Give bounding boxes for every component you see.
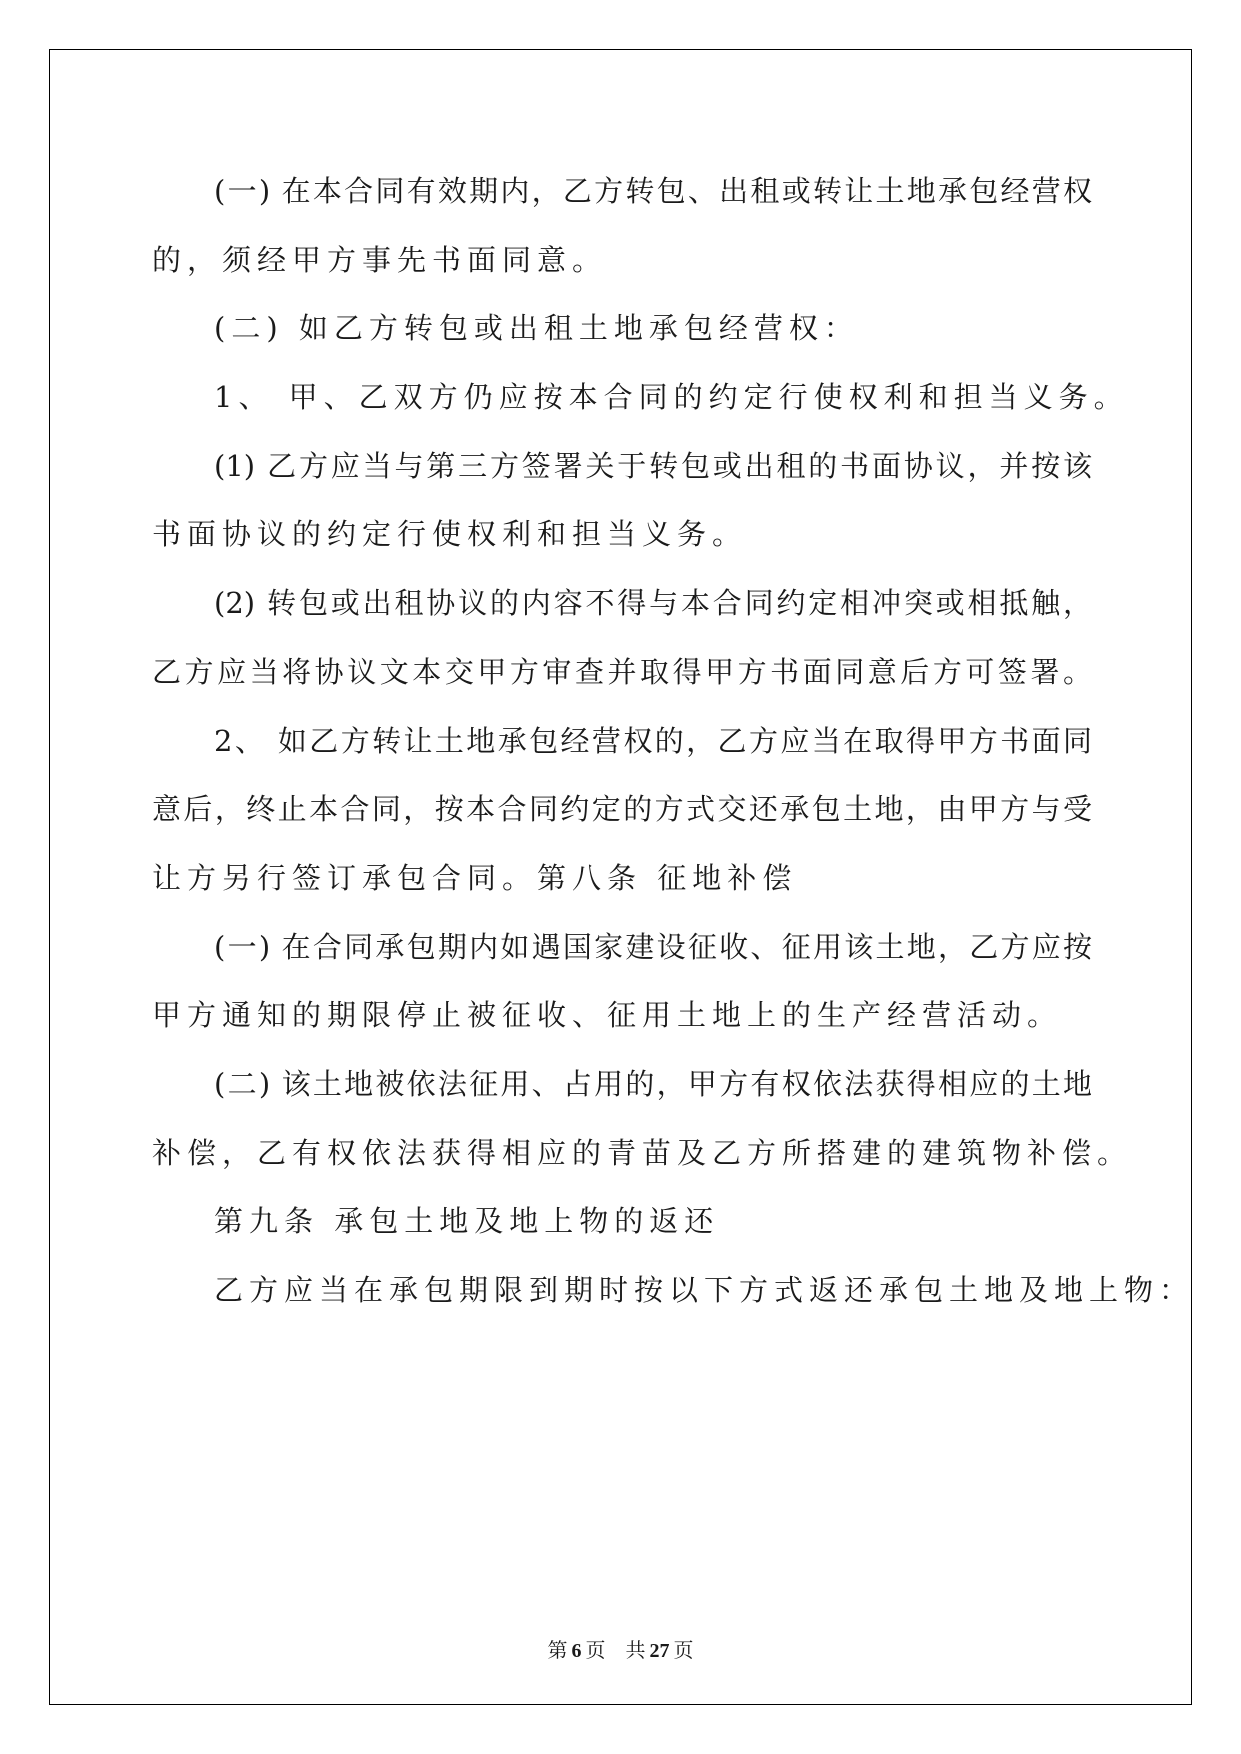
footer-suffix: 页 [673, 1640, 694, 1662]
paragraph-line: (2) 转包或出租协议的内容不得与本合同约定相冲突或相抵触， [214, 586, 1092, 621]
paragraph-line: (一) 在合同承包期内如遇国家建设征收、征用该土地，乙方应按 [214, 929, 1092, 964]
paragraph-line: 补偿，乙有权依法获得相应的青苗及乙方所搭建的建筑物补偿。 [152, 1135, 1133, 1170]
paragraph-line: 2、 如乙方转让土地承包经营权的，乙方应当在取得甲方书面同 [214, 723, 1092, 758]
paragraph-line: 乙方应当在承包期限到期时按以下方式返还承包土地及地上物： [214, 1273, 1195, 1307]
document-body [152, 157, 1195, 1325]
paragraph-line: 1、 甲、乙双方仍应按本合同的约定行使权利和担当义务。 [214, 380, 1129, 415]
paragraph-line: (1) 乙方应当与第三方签署关于转包或出租的书面协议，并按该 [214, 448, 1092, 483]
footer-middle: 页 共 [585, 1640, 646, 1662]
page-number: 6 [571, 1640, 582, 1662]
footer-prefix: 第 [547, 1640, 568, 1662]
section-heading: 第九条 承包土地及地上物的返还 [214, 1204, 720, 1239]
page-footer [0, 1634, 1241, 1663]
paragraph-line: (一) 在本合同有效期内，乙方转包、出租或转让土地承包经营权 [214, 174, 1092, 208]
paragraph-line: 书面协议的约定行使权利和担当义务。 [152, 517, 748, 552]
paragraph-line: (二) 如乙方转包或出租土地承包经营权： [214, 311, 859, 346]
paragraph-line: (二) 该土地被依法征用、占用的，甲方有权依法获得相应的土地 [214, 1066, 1092, 1101]
paragraph-line: 让方另行签订承包合同。第八条 征地补偿 [152, 860, 798, 895]
paragraph-line: 意后，终止本合同，按本合同约定的方式交还承包土地，由甲方与受 [152, 792, 1092, 827]
paragraph-line: 甲方通知的期限停止被征收、征用土地上的生产经营活动。 [152, 998, 1063, 1033]
paragraph-line: 乙方应当将协议文本交甲方审查并取得甲方书面同意后方可签署。 [152, 654, 1092, 689]
paragraph-line: 的，须经甲方事先书面同意。 [152, 242, 608, 277]
total-pages: 27 [649, 1640, 670, 1662]
